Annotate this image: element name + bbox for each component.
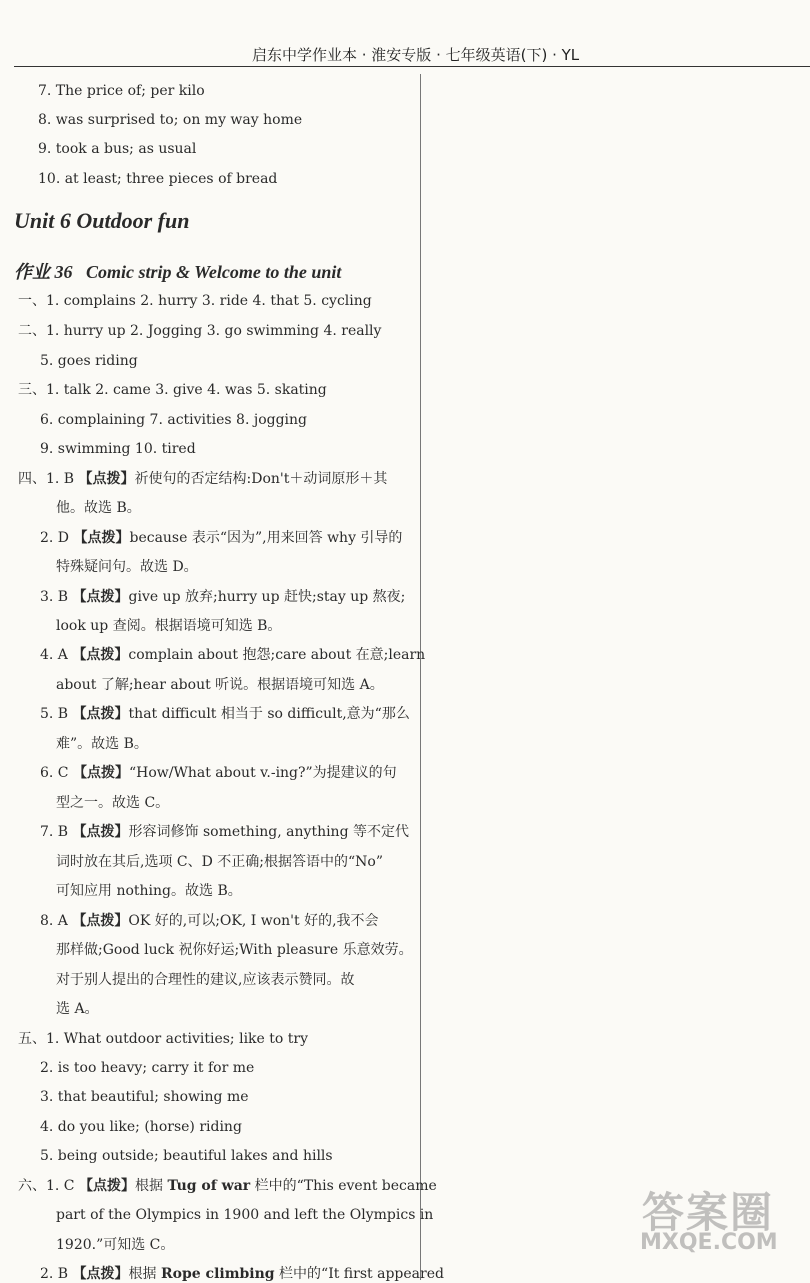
explanation-line: 对于别人提出的合理性的建议,应该表示赞同。故 xyxy=(56,972,355,988)
explanation-line: 型之一。故选 C。 xyxy=(56,795,170,811)
hint-tag: 【点拨】 xyxy=(78,471,135,487)
explanation-line: 6. C 【点拨】“How/What about v.-ing?”为提建议的句 xyxy=(40,765,397,781)
explanation-line: part of the Olympics in 1900 and left the Olympics in xyxy=(56,1207,434,1223)
explanation-line: 选 A。 xyxy=(56,1001,99,1017)
header-rule xyxy=(14,66,810,67)
hint-tag: 【点拨】 xyxy=(72,706,129,722)
section-3-answers: 6. complaining 7. activities 8. jogging xyxy=(40,412,308,428)
explanation-line: 可知应用 nothing。故选 B。 xyxy=(56,883,242,899)
section-5-answers: 五、1. What outdoor activities; like to try xyxy=(18,1031,308,1047)
hint-tag: 【点拨】 xyxy=(72,1266,129,1282)
explanation-line: 3. B 【点拨】give up 放弃;hurry up 赶快;stay up 熬夜; xyxy=(40,589,406,605)
explanation-line: 2. B 【点拨】根据 Rope climbing 栏中的“It first appeared xyxy=(40,1266,444,1282)
explanation-line: look up 查阅。根据语境可知选 B。 xyxy=(56,618,282,634)
section-1-answers: 一、1. complains 2. hurry 3. ride 4. that 5. cycling xyxy=(18,293,372,309)
section-2-answers: 二、1. hurry up 2. Jogging 3. go swimming 4. really xyxy=(18,323,382,339)
answer-line: 7. The price of; per kilo xyxy=(38,83,205,99)
answer-line: 8. was surprised to; on my way home xyxy=(38,112,303,128)
explanation-line: 1920.”可知选 C。 xyxy=(56,1237,175,1253)
header-title: 启东中学作业本 · 淮安专版 · 七年级英语(下) · YL xyxy=(252,46,580,64)
homework-36-heading xyxy=(14,258,341,284)
explanation-line: 4. A 【点拨】complain about 抱怨;care about 在意;learn xyxy=(40,647,426,663)
section-5-answers: 4. do you like; (horse) riding xyxy=(40,1119,242,1135)
answer-line: 9. took a bus; as usual xyxy=(38,141,197,157)
hint-tag: 【点拨】 xyxy=(72,765,129,781)
section-5-answers: 5. being outside; beautiful lakes and hills xyxy=(40,1148,333,1164)
hint-tag: 【点拨】 xyxy=(72,589,129,605)
explanation-line: 难”。故选 B。 xyxy=(56,736,148,752)
explanation-line: 词时放在其后,选项 C、D 不正确;根据答语中的“No” xyxy=(56,854,383,870)
explanation-line: about 了解;hear about 听说。根据语境可知选 A。 xyxy=(56,677,384,693)
hint-tag: 【点拨】 xyxy=(72,913,129,929)
explanation-line: 四、1. B 【点拨】祈使句的否定结构:Don't＋动词原形＋其 xyxy=(18,471,388,487)
page-header xyxy=(0,0,810,66)
explanation-line: 那样做;Good luck 祝你好运;With pleasure 乐意效劳。 xyxy=(56,942,413,958)
section-5-answers: 3. that beautiful; showing me xyxy=(40,1089,249,1105)
explanation-line: 5. B 【点拨】that difficult 相当于 so difficult,意为“那么 xyxy=(40,706,410,722)
explanation-line: 7. B 【点拨】形容词修饰 something, anything 等不定代 xyxy=(40,824,409,840)
watermark-en: MXQE.COM xyxy=(640,1230,778,1255)
column-divider xyxy=(420,74,421,1280)
section-3-answers: 三、1. talk 2. came 3. give 4. was 5. skating xyxy=(18,382,327,398)
section-5-answers: 2. is too heavy; carry it for me xyxy=(40,1060,255,1076)
answer-line: 10. at least; three pieces of bread xyxy=(38,171,278,187)
section-3-answers: 9. swimming 10. tired xyxy=(40,441,196,457)
unit-title: Unit 6 Outdoor fun xyxy=(14,208,190,233)
watermark-cn: 答案圈 xyxy=(642,1188,775,1237)
hint-tag: 【点拨】 xyxy=(72,824,129,840)
explanation-line: 他。故选 B。 xyxy=(56,500,141,516)
explanation-line: 六、1. C 【点拨】根据 Tug of war 栏中的“This event became xyxy=(18,1178,437,1194)
section-2-answers: 5. goes riding xyxy=(40,353,138,369)
homework-title: Comic strip & Welcome to the unit xyxy=(86,262,342,282)
explanation-line: 8. A 【点拨】OK 好的,可以;OK, I won't 好的,我不会 xyxy=(40,913,379,929)
hint-tag: 【点拨】 xyxy=(78,1178,135,1194)
hint-tag: 【点拨】 xyxy=(73,530,130,546)
explanation-line: 2. D 【点拨】because 表示“因为”,用来回答 why 引导的 xyxy=(40,530,403,546)
hint-tag: 【点拨】 xyxy=(72,647,129,663)
watermark-logo xyxy=(632,1180,802,1260)
explanation-line: 特殊疑问句。故选 D。 xyxy=(56,559,198,575)
homework-number: 作业 36 xyxy=(14,262,73,282)
